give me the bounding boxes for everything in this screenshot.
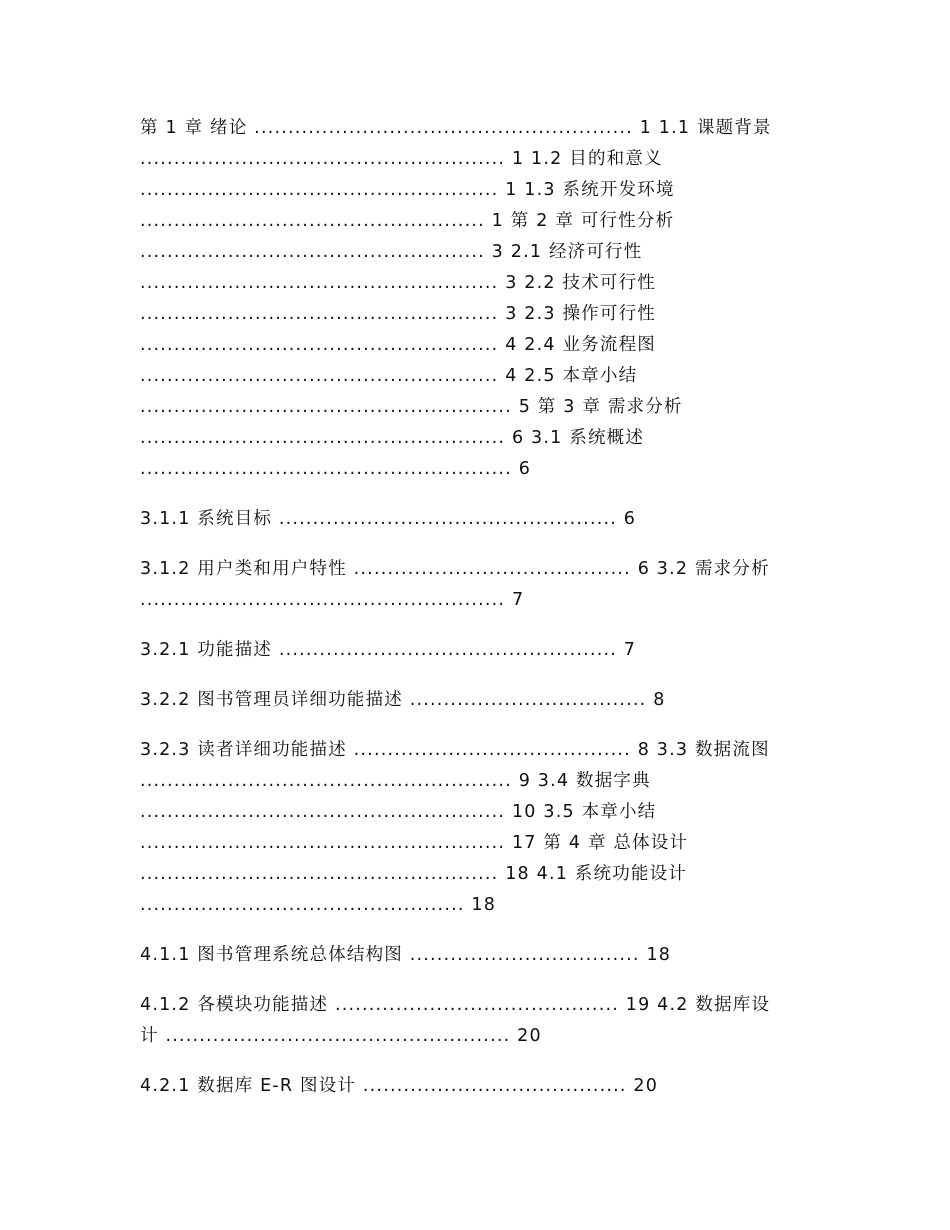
paragraph-gap bbox=[140, 535, 830, 554]
toc-line: 4.1.2 各模块功能描述 .......................................... 19 4.2 数据库设 bbox=[140, 995, 771, 1015]
table-of-contents bbox=[140, 113, 830, 1102]
toc-line: ..................................................... 4 2.5 本章小结 bbox=[140, 366, 638, 386]
paragraph-gap bbox=[140, 666, 830, 685]
toc-line: ..................................................... 3 2.3 操作可行性 bbox=[140, 304, 656, 324]
toc-line: ...................................................... 7 bbox=[140, 590, 525, 610]
toc-line: 第 1 章 绪论 ........................................................ 1 1.1 课题背景 bbox=[140, 118, 772, 138]
toc-line: ...................................................... 10 3.5 本章小结 bbox=[140, 802, 657, 822]
toc-line: 3.2.2 图书管理员详细功能描述 ................................... 8 bbox=[140, 690, 666, 710]
toc-line: 计 ................................................... 20 bbox=[140, 1026, 542, 1046]
toc-line: ....................................................... 9 3.4 数据字典 bbox=[140, 771, 651, 791]
paragraph-gap bbox=[140, 1052, 830, 1071]
toc-block-3-2-1 bbox=[140, 635, 830, 666]
toc-line: ...................................................... 1 1.2 目的和意义 bbox=[140, 149, 663, 169]
toc-line: ..................................................... 4 2.4 业务流程图 bbox=[140, 335, 656, 355]
toc-line: 3.1.2 用户类和用户特性 ......................................... 6 3.2 需求分析 bbox=[140, 559, 770, 579]
toc-line: ....................................................... 6 bbox=[140, 459, 532, 479]
toc-line: 4.2.1 数据库 E-R 图设计 ....................................... 20 bbox=[140, 1076, 659, 1096]
toc-block-3-2-3 bbox=[140, 735, 830, 921]
toc-line: ....................................................... 5 第 3 章 需求分析 bbox=[140, 397, 683, 417]
toc-line: ..................................................... 1 1.3 系统开发环境 bbox=[140, 180, 675, 200]
toc-line: ...................................................... 17 第 4 章 总体设计 bbox=[140, 833, 689, 853]
toc-line: ..................................................... 3 2.2 技术可行性 bbox=[140, 273, 656, 293]
toc-line: ................................................ 18 bbox=[140, 895, 497, 915]
toc-line: 4.1.1 图书管理系统总体结构图 .................................. 18 bbox=[140, 945, 672, 965]
toc-block-3-1-1 bbox=[140, 504, 830, 535]
toc-block-4-1-1 bbox=[140, 940, 830, 971]
paragraph-gap bbox=[140, 921, 830, 940]
toc-block-4-1-2 bbox=[140, 990, 830, 1052]
toc-line: 3.2.1 功能描述 .................................................. 7 bbox=[140, 640, 637, 660]
toc-line: ................................................... 1 第 2 章 可行性分析 bbox=[140, 211, 675, 231]
toc-block-3-2-2 bbox=[140, 685, 830, 716]
paragraph-gap bbox=[140, 716, 830, 735]
toc-line: ...................................................... 6 3.1 系统概述 bbox=[140, 428, 645, 448]
toc-block-chapters-1-3 bbox=[140, 113, 830, 485]
paragraph-gap bbox=[140, 971, 830, 990]
toc-line: 3.2.3 读者详细功能描述 ......................................... 8 3.3 数据流图 bbox=[140, 740, 770, 760]
toc-line: ................................................... 3 2.1 经济可行性 bbox=[140, 242, 643, 262]
paragraph-gap bbox=[140, 616, 830, 635]
toc-block-4-2-1 bbox=[140, 1071, 830, 1102]
toc-line: ..................................................... 18 4.1 系统功能设计 bbox=[140, 864, 688, 884]
toc-line: 3.1.1 系统目标 .................................................. 6 bbox=[140, 509, 637, 529]
paragraph-gap bbox=[140, 485, 830, 504]
toc-block-3-1-2 bbox=[140, 554, 830, 616]
